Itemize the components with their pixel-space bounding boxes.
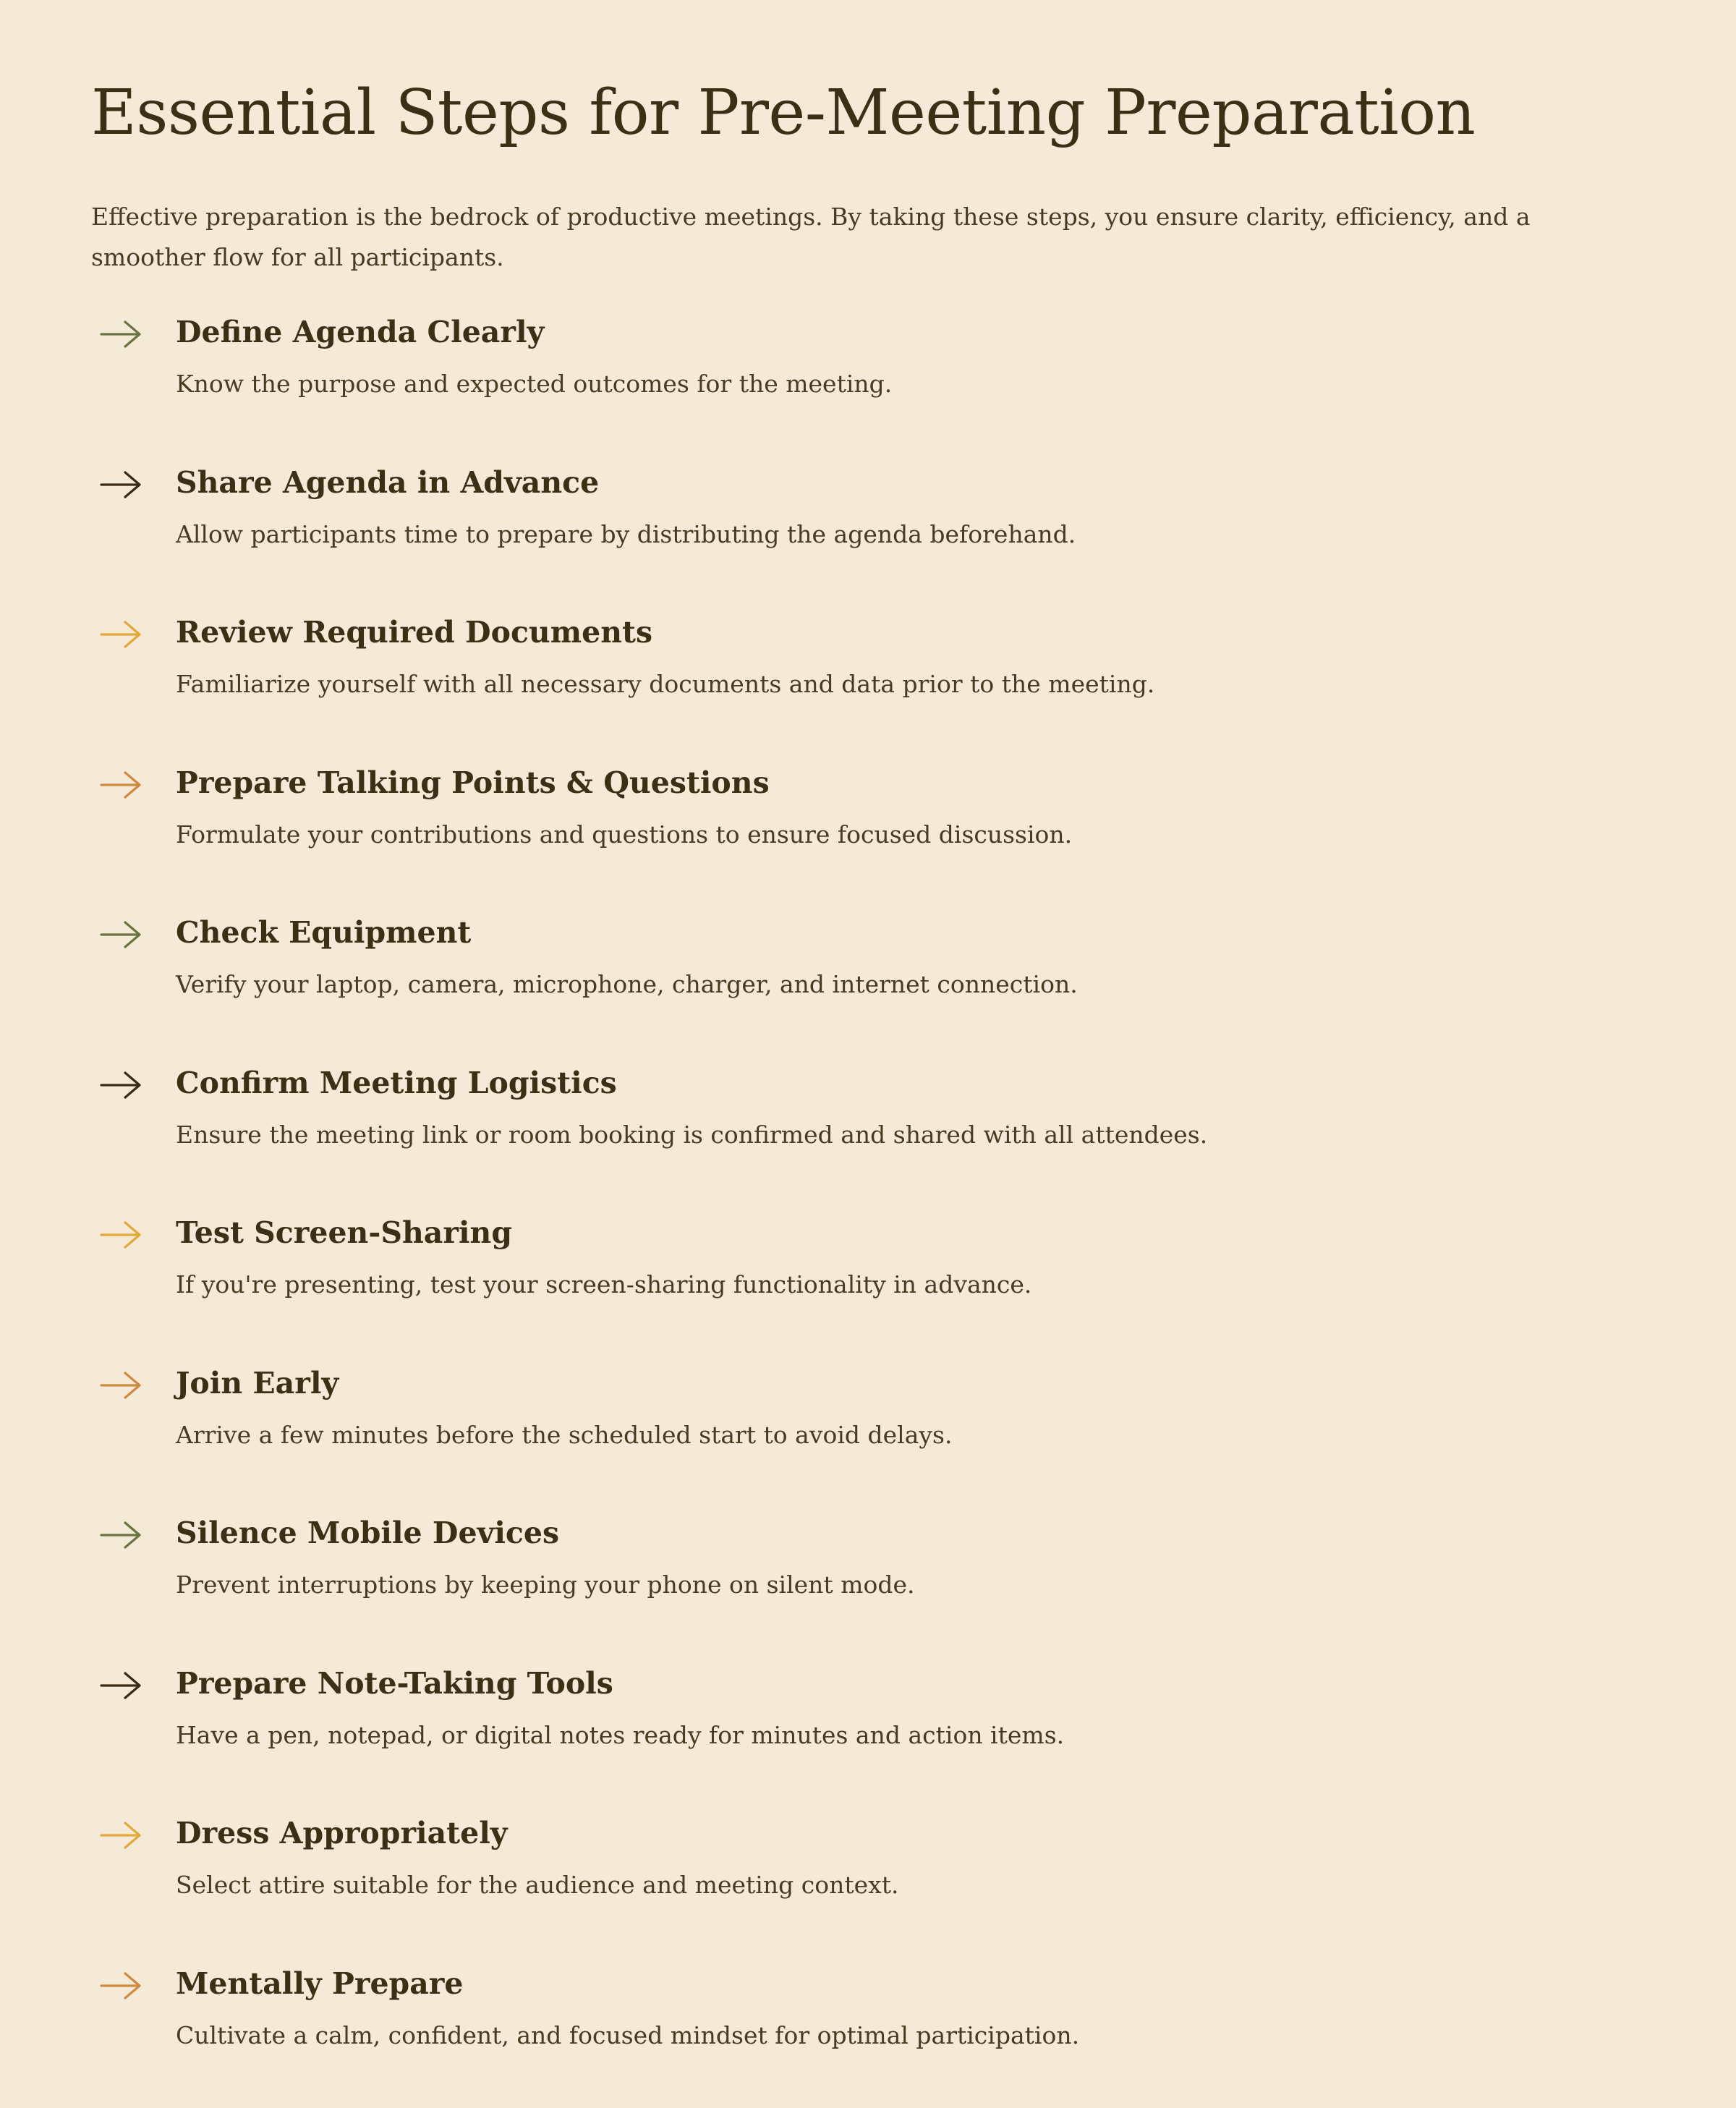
steps-list [91,307,1645,2108]
page-title: Essential Steps for Pre-Meeting Preparation [91,72,1645,153]
step-description: Allow participants time to prepare by distributing the agenda beforehand. [176,517,1645,553]
list-item [91,1508,1645,1658]
step-title: Share Agenda in Advance [176,457,1645,505]
list-item [91,1658,1645,1809]
arrow-right-icon [100,320,142,349]
arrow-right-icon [100,470,142,499]
list-item [91,1058,1645,1208]
list-item [91,1958,1645,2108]
step-title: Check Equipment [176,907,1645,955]
step-description: Have a pen, notepad, or digital notes ready for minutes and action items. [176,1717,1645,1754]
list-item [91,307,1645,457]
step-title: Prepare Talking Points & Questions [176,757,1645,805]
arrow-right-icon [100,1220,142,1249]
step-description: Arrive a few minutes before the scheduled start to avoid delays. [176,1417,1645,1453]
step-title: Define Agenda Clearly [176,307,1645,354]
arrow-right-icon [100,920,142,949]
arrow-right-icon [100,1671,142,1700]
arrow-right-icon [100,1521,142,1550]
arrow-right-icon [100,620,142,649]
step-title: Join Early [176,1358,1645,1406]
step-title: Test Screen-Sharing [176,1207,1645,1255]
step-description: If you're presenting, test your screen-sharing functionality in advance. [176,1267,1645,1303]
intro-paragraph: Effective preparation is the bedrock of productive meetings. By taking these steps, you ensure clarity, efficiency, and a smoother flow for all participants. [91,197,1645,278]
step-title: Dress Appropriately [176,1808,1645,1856]
step-description: Select attire suitable for the audience and meeting context. [176,1867,1645,1903]
list-item [91,1207,1645,1358]
list-item [91,1808,1645,1958]
step-description: Know the purpose and expected outcomes for the meeting. [176,366,1645,402]
list-item [91,907,1645,1058]
step-description: Verify your laptop, camera, microphone, charger, and internet connection. [176,966,1645,1003]
arrow-right-icon [100,1071,142,1100]
list-item [91,1358,1645,1508]
list-item [91,607,1645,757]
step-title: Mentally Prepare [176,1958,1645,2006]
list-item [91,457,1645,608]
arrow-right-icon [100,1971,142,2000]
step-description: Cultivate a calm, confident, and focused mindset for optimal participation. [176,2018,1645,2054]
step-title: Silence Mobile Devices [176,1508,1645,1555]
list-item [91,757,1645,908]
step-description: Ensure the meeting link or room booking is confirmed and shared with all attendees. [176,1117,1645,1153]
arrow-right-icon [100,770,142,799]
arrow-right-icon [100,1371,142,1400]
step-description: Formulate your contributions and questions to ensure focused discussion. [176,817,1645,853]
step-description: Prevent interruptions by keeping your phone on silent mode. [176,1567,1645,1603]
step-description: Familiarize yourself with all necessary documents and data prior to the meeting. [176,666,1645,702]
step-title: Prepare Note-Taking Tools [176,1658,1645,1706]
step-title: Confirm Meeting Logistics [176,1058,1645,1105]
arrow-right-icon [100,1821,142,1850]
step-title: Review Required Documents [176,607,1645,655]
